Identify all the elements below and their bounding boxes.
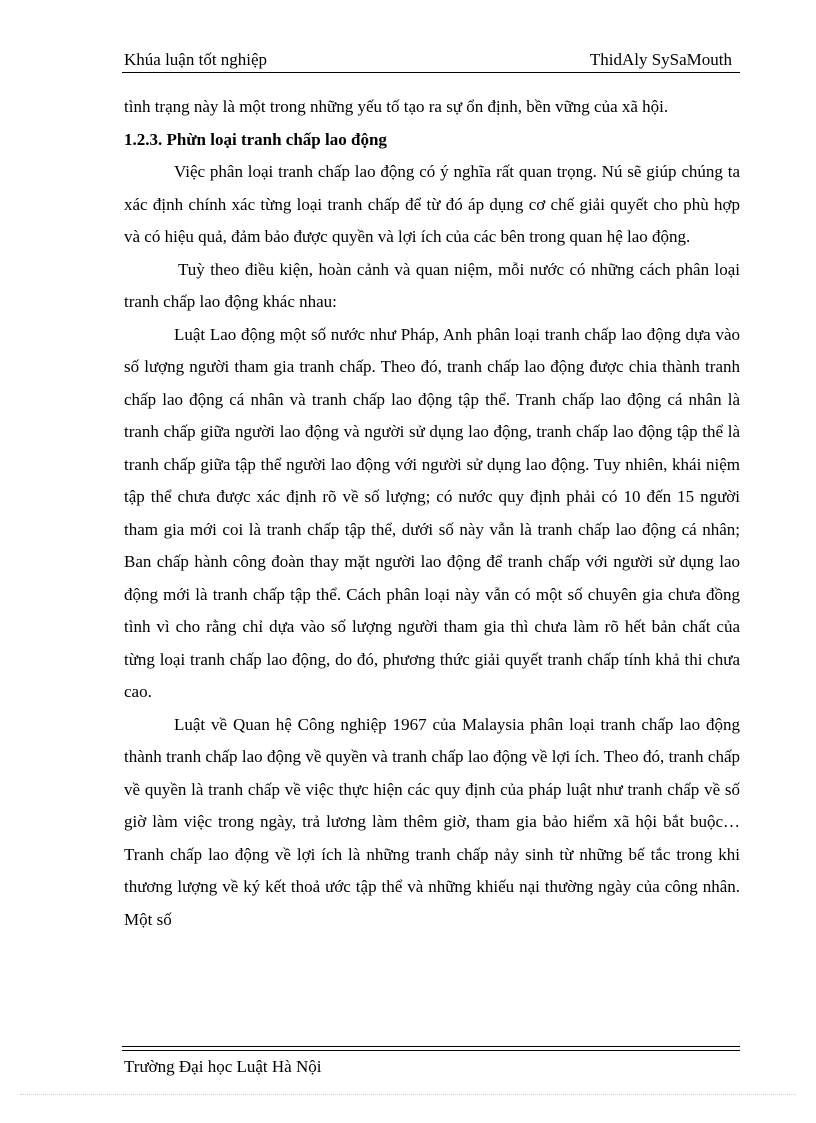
footer-divider-bottom — [122, 1050, 740, 1051]
paragraph-france-england: Luật Lao động một số nước như Pháp, Anh phân loại tranh chấp lao động dựa vào số lượng người tham gia tranh chấp. Theo đó, tranh chấp lao động được chia thành tranh chấp lao động cá nhân và tranh chấp lao động tập thể. Tranh chấp lao động cá nhân là tranh chấp giữa người lao động và người sử dụng lao động, tranh chấp lao động tập thể là tranh chấp giữa tập thể người lao động với người sử dụng lao động. Tuy nhiên, khái niệm tập thể chưa được xác định rõ về số lượng; có nước quy định phải có 10 đến 15 người tham gia mới coi là tranh chấp tập thể, dưới số này vẫn là tranh chấp lao động cá nhân; Ban chấp hành công đoàn thay mặt người lao động để tranh chấp với người sử dụng lao động mới là tranh chấp tập thể. Cách phân loại này vẫn có một số chuyên gia chưa đồng tình vì cho rằng chỉ dựa vào số lượng người tham gia thì chưa làm rõ hết bản chất của từng loại tranh chấp lao động, do đó, phương thức giải quyết tranh chấp tính khả thi chưa cao. — [124, 324, 740, 701]
header-author-name: ThidAly SySaMouth — [589, 50, 732, 69]
header-thesis-label: Khúa luận tốt nghiệp — [124, 50, 268, 69]
paragraph-country-approaches: Tuỳ theo điều kiện, hoàn cảnh và quan niệm, mỗi nước có những cách phân loại tranh chấp lao động khác nhau: — [124, 259, 740, 311]
paragraph-classification-importance: Việc phân loại tranh chấp lao động có ý nghĩa rất quan trọng. Nú sẽ giúp chúng ta xác định chính xác từng loại tranh chấp để từ đó áp dụng cơ chế giải quyết cho phù hợp và có hiệu quả, đảm bảo được quyền và lợi ích của các bên trong quan hệ lao động. — [124, 162, 740, 246]
document-body — [124, 91, 740, 936]
header-divider — [122, 72, 740, 73]
page-header — [124, 50, 740, 70]
paragraph-continued: tình trạng này là một trong những yếu tố tạo ra sự ổn định, bền vững của xã hội. — [124, 97, 669, 116]
footer-divider-top — [122, 1046, 740, 1047]
page-footer: Trường Đại học Luật Hà Nội — [124, 1057, 322, 1076]
page-edge-line — [20, 1094, 796, 1095]
section-heading: 1.2.3. Phừn loại tranh chấp lao động — [124, 129, 387, 149]
paragraph-malaysia: Luật về Quan hệ Công nghiệp 1967 của Malaysia phân loại tranh chấp lao động thành tranh chấp lao động về quyền và tranh chấp lao động về lợi ích. Theo đó, tranh chấp về quyền là tranh chấp về việc thực hiện các quy định của pháp luật như tranh chấp về số giờ làm việc trong ngày, trả lương làm thêm giờ, tham gia bảo hiểm xã hội bắt buộc…Tranh chấp lao động về lợi ích là những tranh chấp nảy sinh từ những bế tắc trong khi thương lượng về ký kết thoả ước tập thể và những khiếu nại thường ngày của công nhân. Một số — [124, 714, 740, 929]
